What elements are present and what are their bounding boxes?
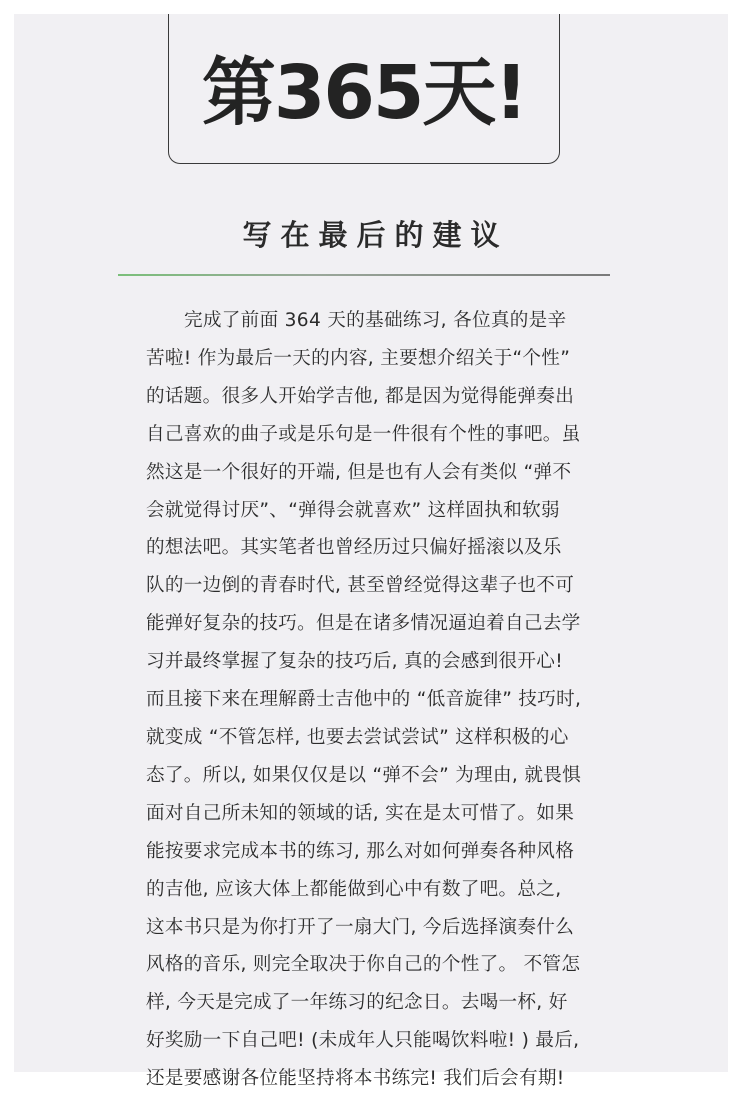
body-line: 习并最终掌握了复杂的技巧后, 真的会感到很开心!	[146, 651, 563, 673]
body-line: 能按要求完成本书的练习, 那么对如何弹奏各种风格	[146, 840, 575, 862]
body-line: 完成了前面 364 天的基础练习, 各位真的是辛	[184, 310, 567, 331]
body-line: 而且接下来在理解爵士吉他中的 “低音旋律” 技巧时,	[146, 689, 582, 711]
chapter-title-box	[168, 14, 560, 164]
section-subtitle: 写在最后的建议	[242, 218, 509, 252]
body-line: 的想法吧。其实笔者也曾经历过只偏好摇滚以及乐	[146, 537, 562, 559]
body-line: 风格的音乐, 则完全取决于你自己的个性了。 不管怎	[146, 954, 581, 976]
body-line: 的话题。很多人开始学吉他, 都是因为觉得能弹奏出	[146, 385, 575, 407]
body-line: 就变成 “不管怎样, 也要去尝试尝试” 这样积极的心	[146, 726, 569, 748]
body-line: 好奖励一下自己吧! (未成年人只能喝饮料啦! ) 最后,	[146, 1030, 580, 1052]
body-text	[146, 302, 606, 1098]
body-line: 然这是一个很好的开端, 但是也有人会有类似 “弹不	[146, 461, 572, 483]
divider-line	[118, 274, 610, 276]
body-line: 能弹好复杂的技巧。但是在诸多情况逼迫着自己去学	[146, 613, 581, 635]
body-line: 面对自己所未知的领域的话, 实在是太可惜了。如果	[146, 802, 575, 824]
body-line: 自己喜欢的曲子或是乐句是一件很有个性的事吧。虽	[146, 423, 581, 445]
chapter-title: 第365天!	[201, 50, 527, 136]
body-line: 样, 今天是完成了一年练习的纪念日。去喝一杯, 好	[146, 992, 568, 1014]
body-line: 还是要感谢各位能坚持将本书练完! 我们后会有期!	[146, 1068, 565, 1090]
body-line: 苦啦! 作为最后一天的内容, 主要想介绍关于“个性”	[146, 347, 571, 369]
body-line: 的吉他, 应该大体上都能做到心中有数了吧。总之,	[146, 878, 562, 900]
body-line: 这本书只是为你打开了一扇大门, 今后选择演奏什么	[146, 916, 575, 938]
body-line: 队的一边倒的青春时代, 甚至曾经觉得这辈子也不可	[146, 575, 575, 597]
body-line: 会就觉得讨厌”、“弹得会就喜欢” 这样固执和软弱	[146, 499, 560, 521]
body-line: 态了。所以, 如果仅仅是以 “弹不会” 为理由, 就畏惧	[146, 764, 582, 786]
